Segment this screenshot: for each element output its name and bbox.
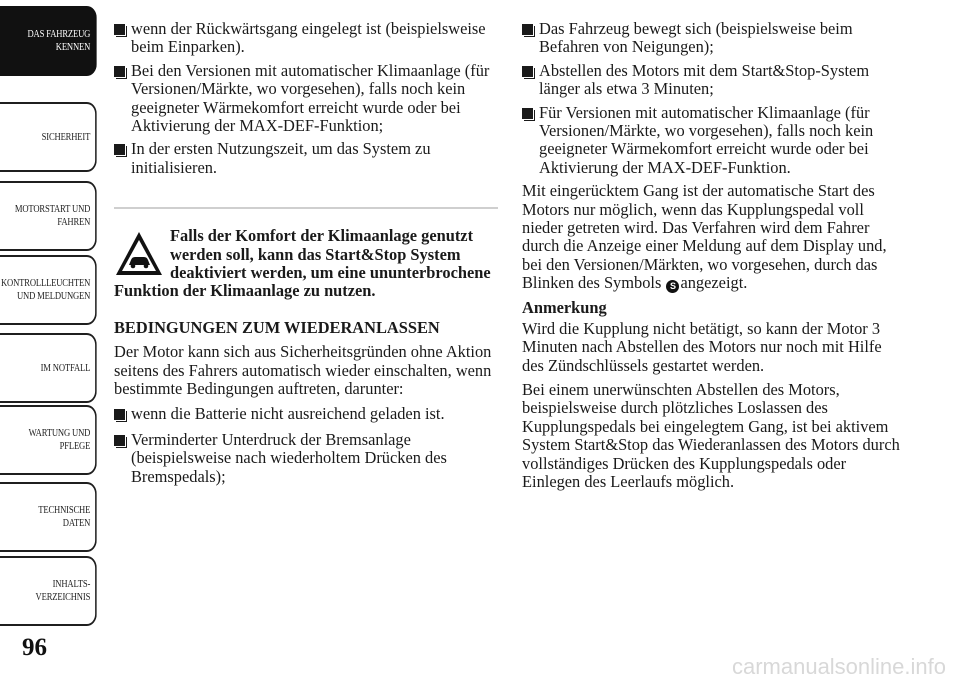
page-number: 96 [22,634,47,661]
list-item: Verminderter Unterdruck der Bremsanlage (beispielsweise nach wiederholtem Drücken des Bremspedals); [114,431,498,486]
tab-sicherheit[interactable]: SICHERHEIT [0,102,97,172]
list-item: wenn der Rückwärtsgang eingelegt ist (beispielsweise beim Einparken). [114,20,498,57]
bullet-square-icon [114,144,125,155]
tab-das-fahrzeug-kennen[interactable]: DAS FAHRZEUG KENNEN [0,6,97,76]
restart-paragraph: Mit eingerücktem Gang ist der automatische Start des Motors nur möglich, wenn das Kupplungspedal voll nieder getreten wird. Das Verfahren wird dem Fahrer durch die Anzeige einer Meldung auf dem Display und, bei den Versionen/Märkten, wo vorgesehen, durch das Blinken des Symbols S angezeigt. [522,181,887,293]
tab-motorstart-und-fahren[interactable]: MOTORSTART UND FAHREN [0,181,97,251]
list-item: Abstellen des Motors mit dem Start&Stop-System länger als etwa 3 Minuten; [522,62,906,99]
section-heading: BEDINGUNGEN ZUM WIEDERANLASSEN [114,317,440,337]
chapter-sidebar [0,0,100,686]
watermark: carmanualsonline.info [731,654,946,679]
tab-im-notfall[interactable]: IM NOTFALL [0,333,97,403]
list-item: In der ersten Nutzungszeit, um das System zu initialisieren. [114,140,498,177]
left-column [114,20,498,491]
right-column [522,20,906,497]
list-item: Bei den Versionen mit automatischer Klimaanlage (für Versionen/Märkte, wo vorgesehen), falls noch kein geeigneter Wärmekomfort erreicht wurde oder bei Aktivierung der MAX-DEF-Funktion; [114,62,498,136]
bullet-square-icon [522,66,533,77]
start-stop-symbol-icon: S [666,280,679,293]
warning-note: Falls der Komfort der Klimaanlage genutzt werden soll, kann das Start&Stop System deaktiviert werden, um eine ununterbrochene Funktion der Klimaanlage zu nutzen. [114,226,491,301]
intro-paragraph: Der Motor kann sich aus Sicherheitsgründen ohne Aktion seitens des Fahrers automatisch wieder einschalten, wenn bestimmte Bedingungen auftreten, darunter: [114,342,492,399]
list-item: Das Fahrzeug bewegt sich (beispielsweise beim Befahren von Neigungen); [522,20,906,57]
tab-wartung-und-pflege[interactable]: WARTUNG UND PFLEGE [0,405,97,475]
note-paragraph: Wird die Kupplung nicht betätigt, so kann der Motor 3 Minuten nach Abstellen des Motors nur noch mit Hilfe des Zündschlüssels gestartet werden. [522,318,882,375]
list-item: wenn die Batterie nicht ausreichend geladen ist. [114,405,498,423]
stall-paragraph: Bei einem unerwünschten Abstellen des Motors, beispielsweise durch plötzliches Loslassen des Kupplungspedals bei eingelegtem Gang, ist bei aktivem System Start&Stop das Wiederanlassen des Motors durch vollständiges Drücken des Kupplungspedals oder Einlegen des Leerlaufs möglich. [522,379,900,491]
tab-inhaltsverzeichnis[interactable]: INHALTS- VERZEICHNIS [0,556,97,626]
note-title: Anmerkung [522,298,607,318]
bullet-square-icon [522,108,533,119]
bullet-square-icon [114,66,125,77]
bullet-square-icon [522,24,533,35]
bullet-square-icon [114,435,125,446]
warning-triangle-icon [114,229,164,279]
bullet-square-icon [114,24,125,35]
list-item: Für Versionen mit automatischer Klimaanlage (für Versionen/Märkte, wo vorgesehen), falls noch kein geeigneter Wärmekomfort erreicht wurde oder bei Aktivierung der MAX-DEF-Funktion. [522,104,906,178]
bullet-square-icon [114,409,125,420]
section-divider [114,207,498,209]
tab-kontrollleuchten-und-meldungen[interactable]: KONTROLLLEUCHTEN UND MELDUNGEN [0,255,97,325]
tab-technische-daten[interactable]: TECHNISCHE DATEN [0,482,97,552]
